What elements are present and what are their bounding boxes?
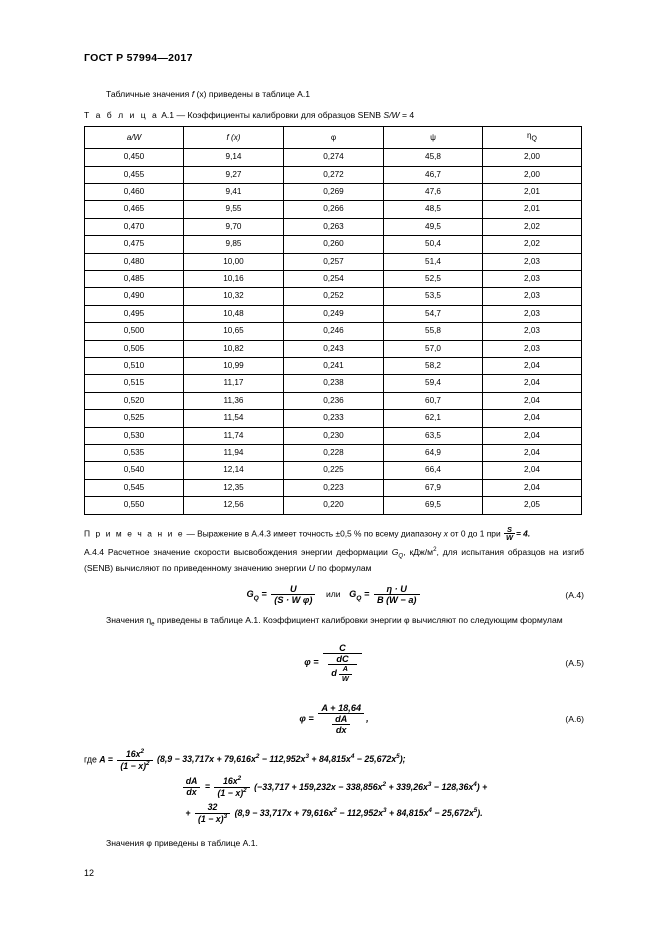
where-line3-plus: + <box>185 808 191 819</box>
where-poly-1: $(8,9 - 33,717x + 79,616x^2 - 112,952x^3 + 84,815x^4 - 25,672x^5)$; <box>157 753 406 765</box>
note-x-symbol: x <box>443 528 448 539</box>
table-cell: 9,41 <box>184 183 284 200</box>
table-cell: 2,03 <box>483 288 582 305</box>
table-caption-ratio: S/W <box>383 110 400 121</box>
table-cell: 2,01 <box>483 183 582 200</box>
table-cell: 2,03 <box>483 323 582 340</box>
table-caption <box>84 110 584 120</box>
table-cell: 10,65 <box>184 323 284 340</box>
table-cell: 0,450 <box>85 149 184 166</box>
equation-a4-number: (А.4) <box>565 589 584 600</box>
table-cell: 51,4 <box>384 253 483 270</box>
intro-f-symbol: f <box>191 89 195 99</box>
table-cell: 12,56 <box>184 497 284 514</box>
where-dx-den: dx <box>186 786 197 797</box>
equation-a5 <box>304 643 364 682</box>
table-header-phi: φ <box>284 127 384 149</box>
table-caption-ratio-value: = 4 <box>399 110 415 121</box>
table-cell: 50,4 <box>384 236 483 253</box>
note-label: П р и м е ч а н и е <box>84 528 185 539</box>
table-cell: 10,00 <box>184 253 284 270</box>
where-frac3-num: 32 <box>195 803 230 814</box>
where-line-3 <box>84 803 584 824</box>
a44-units: , кДж/м <box>403 547 434 558</box>
table-row <box>85 201 582 218</box>
eq-a6-den <box>318 714 364 735</box>
page-number: 12 <box>84 868 95 878</box>
equation-a5-row <box>84 643 584 682</box>
table-cell: 0,230 <box>284 427 384 444</box>
eq-a5-aw-fraction <box>339 665 352 682</box>
table-cell: 0,520 <box>85 392 184 409</box>
a44-u-symbol: U <box>308 562 315 573</box>
equation-a6 <box>299 703 368 735</box>
table-cell: 0,260 <box>284 236 384 253</box>
table-cell: 49,5 <box>384 218 483 235</box>
table-cell: 46,7 <box>384 166 483 183</box>
where-a-symbol: A <box>99 754 106 765</box>
eq-a5-inner-den: d $\frac{A}{W}$ <box>328 665 357 682</box>
table-cell: 2,03 <box>483 305 582 322</box>
eq-a5-num: C <box>323 643 362 654</box>
eq-a5-den <box>323 654 362 682</box>
table-cell: 0,220 <box>284 497 384 514</box>
table-cell: 0,515 <box>85 375 184 392</box>
table-row <box>85 462 582 479</box>
table-cell: 0,505 <box>85 340 184 357</box>
table-cell: 0,545 <box>85 479 184 496</box>
equation-a4-row <box>84 584 584 605</box>
table-cell: 0,252 <box>284 288 384 305</box>
eq-a6-tail: , <box>366 713 369 724</box>
table-row <box>85 253 582 270</box>
table-cell: 0,228 <box>284 445 384 462</box>
table-cell: 69,5 <box>384 497 483 514</box>
table-row <box>85 375 582 392</box>
table-cell: 0,272 <box>284 166 384 183</box>
eq-a5-inner-num: dC <box>328 654 357 665</box>
where-frac1-num: $16x^2$ <box>117 749 152 761</box>
table-caption-number: А.1 — Коэффициенты калибровки для образцов SENB <box>161 110 384 121</box>
table-cell: 0,241 <box>284 357 384 374</box>
table-row <box>85 149 582 166</box>
table-cell: 2,04 <box>483 357 582 374</box>
table-cell: 2,03 <box>483 340 582 357</box>
a44-text-post: , для испытания образцов на изгиб (SENB) вычисляют по приведенному значению энергии <box>84 547 584 573</box>
table-cell: 9,55 <box>184 201 284 218</box>
table-header-eta-q: $\eta_Q$ <box>483 127 582 149</box>
table-cell: 2,00 <box>483 149 582 166</box>
table-row <box>85 323 582 340</box>
note-fraction-equals: = 4. <box>515 528 531 539</box>
note-s-w-fraction <box>504 526 515 543</box>
values-text-pre: Значения η <box>106 614 152 625</box>
table-cell: 0,233 <box>284 410 384 427</box>
equation-a6-row <box>84 703 584 735</box>
table-cell: 9,85 <box>184 236 284 253</box>
table-cell: 11,94 <box>184 445 284 462</box>
eq-a5-aw-den: W <box>341 673 349 683</box>
paragraph-eta-values <box>84 614 584 630</box>
eq-a4-right-fraction <box>374 584 420 605</box>
table-body <box>85 149 582 515</box>
table-header-row <box>85 127 582 149</box>
table-row <box>85 270 582 287</box>
closing-paragraph: Значения φ приведены в таблице А.1. <box>106 837 258 848</box>
where-fraction-3 <box>195 803 230 824</box>
a44-text-end: по формулам <box>314 562 372 573</box>
eq-a5-lhs: φ = <box>304 657 319 668</box>
table-cell: 0,254 <box>284 270 384 287</box>
table-cell: 0,510 <box>85 357 184 374</box>
table-cell: 2,03 <box>483 270 582 287</box>
table-cell: 10,48 <box>184 305 284 322</box>
table-note <box>84 526 584 543</box>
where-frac2-num: $16x^2$ <box>214 776 249 788</box>
table-cell: 10,32 <box>184 288 284 305</box>
where-fraction-1 <box>117 749 152 771</box>
table-cell: 2,04 <box>483 392 582 409</box>
eq-a4-left-lhs: G <box>246 589 254 600</box>
table-cell: 66,4 <box>384 462 483 479</box>
table-cell: 0,485 <box>85 270 184 287</box>
table-row <box>85 427 582 444</box>
eq-a4-right-den: B (W − a) <box>376 595 417 606</box>
where-poly-3: $(8,9 - 33,717x + 79,616x^2 - 112,952x^3 + 84,815x^4 - 25,672x^5)$. <box>234 807 483 819</box>
where-poly-2: $(-33,717 + 159,232x - 338,856x^2 + 339,26x^3 - 128,36x^4)$ + <box>254 780 488 792</box>
table-cell: 0,274 <box>284 149 384 166</box>
table-cell: 2,02 <box>483 236 582 253</box>
where-frac1-den: $(1 - x)^2$ <box>120 759 150 771</box>
table-cell: 2,04 <box>483 462 582 479</box>
table-cell: 0,495 <box>85 305 184 322</box>
table-cell: 2,05 <box>483 497 582 514</box>
table-cell: 0,236 <box>284 392 384 409</box>
table-cell: 0,246 <box>284 323 384 340</box>
table-row <box>85 305 582 322</box>
page-content <box>84 88 584 855</box>
table-cell: 0,540 <box>85 462 184 479</box>
table-cell: 9,70 <box>184 218 284 235</box>
table-header-psi: ψ <box>384 127 483 149</box>
eq-a4-or: или <box>325 589 341 600</box>
table-cell: 0,223 <box>284 479 384 496</box>
a44-gq-symbol: $G_Q$ <box>391 547 404 560</box>
table-row <box>85 218 582 235</box>
table-cell: 62,1 <box>384 410 483 427</box>
table-cell: 0,269 <box>284 183 384 200</box>
where-line2-equals: = <box>204 781 211 792</box>
table-caption-prefix: Т а б л и ц а <box>84 110 159 121</box>
eq-a4-left-fraction <box>271 584 315 605</box>
table-cell: 0,225 <box>284 462 384 479</box>
eq-a4-left-num: U <box>271 584 315 595</box>
table-cell: 12,14 <box>184 462 284 479</box>
table-cell: 45,8 <box>384 149 483 166</box>
eq-a5-fraction <box>323 643 362 682</box>
table-cell: 63,5 <box>384 427 483 444</box>
table-cell: 0,460 <box>85 183 184 200</box>
table-cell: 52,5 <box>384 270 483 287</box>
table-cell: 0,500 <box>85 323 184 340</box>
intro-paragraph <box>84 88 584 100</box>
table-row <box>85 392 582 409</box>
where-frac3-den: $(1 - x)^3$ <box>197 812 228 824</box>
table-cell: 2,04 <box>483 445 582 462</box>
table-cell: 2,00 <box>483 166 582 183</box>
eq-a6-lhs: φ = <box>299 713 314 724</box>
values-eta-sub: e <box>151 620 155 628</box>
table-cell: 0,243 <box>284 340 384 357</box>
a44-text-pre: А.4.4 Расчетное значение скорости высвобождения энергии деформации <box>84 547 392 558</box>
page-header: ГОСТ Р 57994—2017 <box>84 52 193 64</box>
table-cell: 0,238 <box>284 375 384 392</box>
intro-text-post: (x) приведены в таблице А.1 <box>194 89 311 99</box>
table-cell: 9,27 <box>184 166 284 183</box>
where-line-2 <box>84 776 584 798</box>
table-cell: 59,4 <box>384 375 483 392</box>
table-row <box>85 479 582 496</box>
table-cell: 10,16 <box>184 270 284 287</box>
paragraph-a44 <box>84 546 584 574</box>
table-cell: 2,04 <box>483 479 582 496</box>
calibration-table <box>84 126 582 514</box>
table-cell: 55,8 <box>384 323 483 340</box>
table-cell: 10,99 <box>184 357 284 374</box>
equation-a5-number: (А.5) <box>565 657 584 668</box>
eq-a4-right-num: η · U <box>374 584 420 595</box>
table-cell: 11,36 <box>184 392 284 409</box>
eq-a6-inner-den: dx <box>335 724 347 735</box>
table-row <box>85 497 582 514</box>
table-row <box>85 236 582 253</box>
note-dash: — <box>186 528 195 539</box>
table-cell: 2,04 <box>483 410 582 427</box>
intro-text-pre: Табличные значения <box>106 89 192 99</box>
eq-a4-right-lhs-sub: Q <box>356 595 362 603</box>
eq-a6-inner-fraction <box>332 714 350 735</box>
table-cell: 0,530 <box>85 427 184 444</box>
eq-a6-fraction <box>318 703 364 735</box>
table-cell: 67,9 <box>384 479 483 496</box>
note-text-mid: от 0 до 1 при <box>447 528 503 539</box>
eq-a4-left-den: (S · W φ) <box>274 595 313 606</box>
table-cell: 0,266 <box>284 201 384 218</box>
table-cell: 2,03 <box>483 253 582 270</box>
eq-a4-left-lhs-sub: Q <box>253 595 259 603</box>
a44-units-exponent: 2 <box>433 546 437 554</box>
eq-a4-right-lhs: G <box>349 589 357 600</box>
table-cell: 0,263 <box>284 218 384 235</box>
table-row <box>85 357 582 374</box>
table-cell: 53,5 <box>384 288 483 305</box>
where-block <box>84 749 584 825</box>
where-da-num: dA <box>183 777 201 788</box>
where-frac2-den: $(1 - x)^2$ <box>217 786 247 798</box>
table-row <box>85 340 582 357</box>
table-cell: 48,5 <box>384 201 483 218</box>
note-text-pre: Выражение в А.4.3 имеет точность ±0,5 % по всему диапазону <box>197 528 444 539</box>
table-header-fx: f (x) <box>184 127 284 149</box>
where-equals: = <box>107 754 113 765</box>
table-cell: 2,02 <box>483 218 582 235</box>
table-cell: 57,0 <box>384 340 483 357</box>
equation-a4: $G_Q$ = $\frac{U}{\text{(S · W φ)}}$ или $G_Q$ = $\frac{\eta \cdot U}{B (W - a)}$ <box>246 584 421 605</box>
table-cell: 11,17 <box>184 375 284 392</box>
eq-a6-num: A + 18,64 <box>318 703 364 714</box>
table-cell: 2,04 <box>483 427 582 444</box>
table-cell: 0,465 <box>85 201 184 218</box>
equation-a6-number: (А.6) <box>565 713 584 724</box>
table-cell: 54,7 <box>384 305 483 322</box>
table-row <box>85 183 582 200</box>
table-header-a-w: a/W <box>85 127 184 149</box>
table-cell: 0,480 <box>85 253 184 270</box>
table-cell: 2,04 <box>483 375 582 392</box>
values-text-post: приведены в таблице А.1. Коэффициент калибровки энергии φ вычисляют по следующим формулам <box>154 614 563 625</box>
eq-a5-aw-num: A <box>339 665 352 674</box>
where-da-dx-fraction <box>183 777 201 797</box>
table-cell: 0,525 <box>85 410 184 427</box>
table-cell: 0,475 <box>85 236 184 253</box>
table-row <box>85 166 582 183</box>
where-label: где <box>84 754 100 765</box>
table-cell: 2,01 <box>483 201 582 218</box>
table-cell: 0,490 <box>85 288 184 305</box>
table-cell: 47,6 <box>384 183 483 200</box>
table-row <box>85 288 582 305</box>
table-cell: 0,455 <box>85 166 184 183</box>
table-cell: 64,9 <box>384 445 483 462</box>
table-cell: 9,14 <box>184 149 284 166</box>
table-cell: 0,257 <box>284 253 384 270</box>
where-fraction-2 <box>214 776 249 798</box>
table-cell: 12,35 <box>184 479 284 496</box>
table-cell: 0,550 <box>85 497 184 514</box>
table-cell: 0,535 <box>85 445 184 462</box>
table-cell: 0,249 <box>284 305 384 322</box>
table-cell: 60,7 <box>384 392 483 409</box>
table-cell: 10,82 <box>184 340 284 357</box>
table-row <box>85 410 582 427</box>
note-fraction-numerator: S <box>504 526 515 535</box>
eq-a5-inner-fraction <box>328 654 357 682</box>
table-cell: 11,74 <box>184 427 284 444</box>
table-cell: 0,470 <box>85 218 184 235</box>
note-fraction-denominator: W <box>505 533 513 543</box>
table-cell: 58,2 <box>384 357 483 374</box>
table-cell: 11,54 <box>184 410 284 427</box>
eq-a6-inner-num: dA <box>332 714 350 725</box>
table-row <box>85 445 582 462</box>
where-line-1 <box>84 749 584 771</box>
